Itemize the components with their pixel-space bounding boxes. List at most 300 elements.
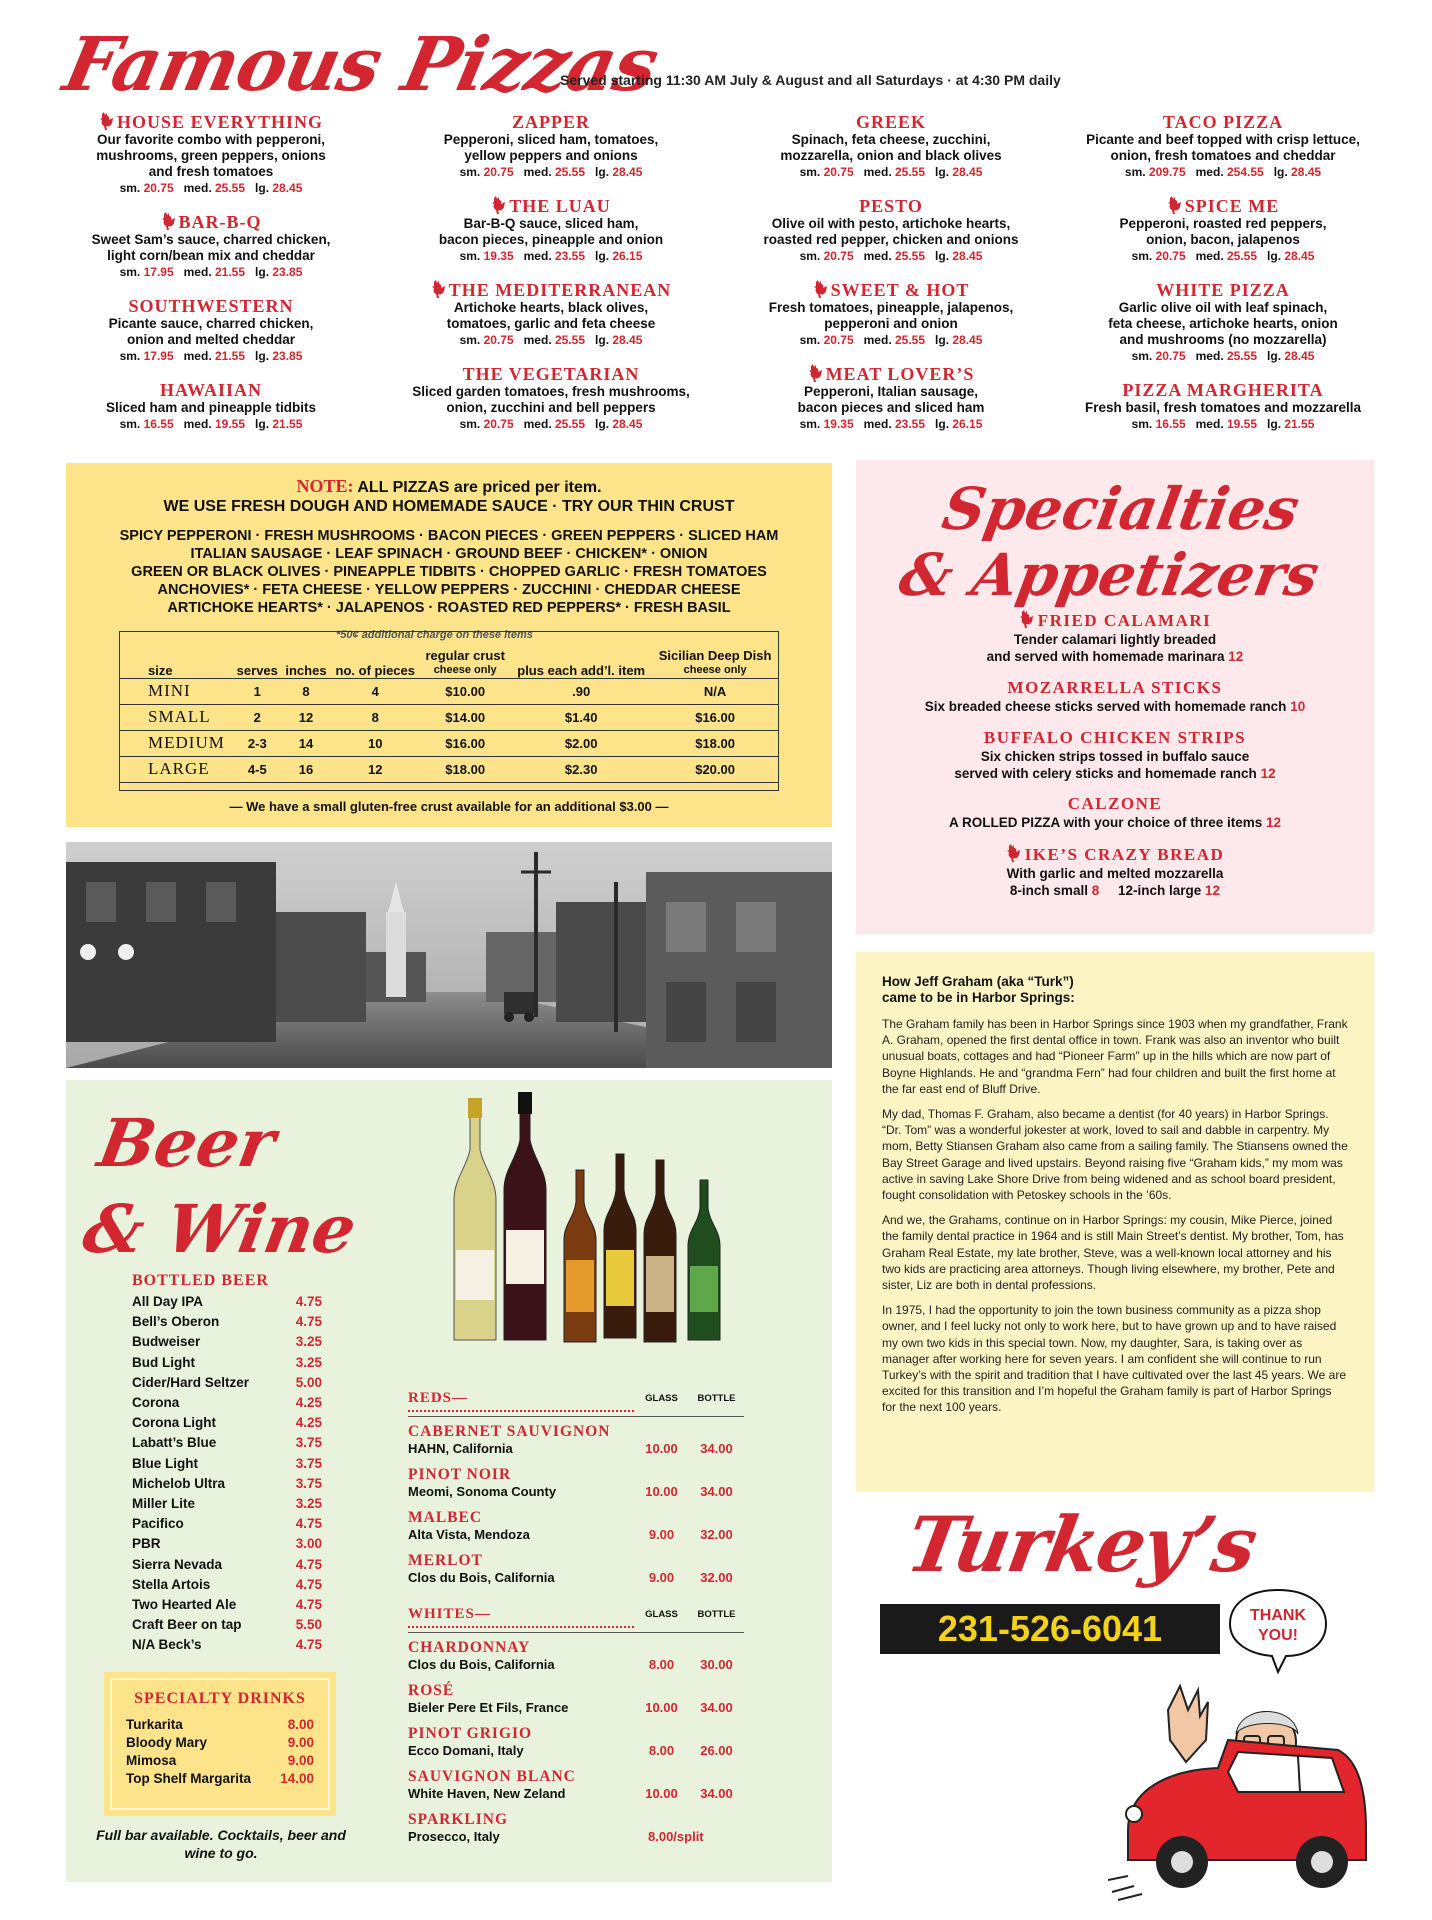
beer-price: 5.00 <box>295 1374 322 1390</box>
size-label-med: med. <box>1195 417 1224 431</box>
beer-item <box>132 1575 322 1595</box>
price-med: 19.55 <box>1227 417 1258 431</box>
specialty-line: Tender calamari lightly breaded <box>1013 632 1217 647</box>
pizza-name-text: GREEK <box>855 112 926 132</box>
wine-glass-price: 8.00 <box>648 1743 675 1758</box>
pizza-name-text: PESTO <box>859 196 923 216</box>
size-label-med: med. <box>863 417 892 431</box>
pizza-prices <box>66 348 356 364</box>
reds-section <box>408 1386 744 1595</box>
price-sm: 20.75 <box>1155 349 1186 363</box>
price-med: 25.55 <box>555 417 586 431</box>
price-lg: 28.45 <box>952 165 983 179</box>
table-cell: $18.00 <box>420 756 510 782</box>
pizza-description: Pepperoni, roasted red peppers, <box>1119 216 1327 231</box>
pizza-prices <box>66 180 356 196</box>
pizza-description: Pepperoni, sliced ham, tomatoes, <box>443 132 659 147</box>
size-label-med: med. <box>523 333 552 347</box>
pizza-description: Picante sauce, charred chicken, <box>108 316 314 331</box>
wine-item <box>408 1552 744 1595</box>
beer-item <box>132 1373 322 1393</box>
thank-text: THANK <box>1250 1607 1306 1624</box>
pizza-name-text: SOUTHWESTERN <box>128 296 294 316</box>
size-label-sm: sm. <box>1131 349 1153 363</box>
rooster-icon <box>431 280 447 298</box>
beer-price: 3.75 <box>295 1475 322 1491</box>
wine-origin: Bieler Pere Et Fils, France <box>408 1700 569 1715</box>
table-cell: 2 <box>233 704 282 730</box>
pizza-description: Olive oil with pesto, artichoke hearts, <box>771 216 1011 231</box>
wine-item <box>408 1423 744 1466</box>
wine-name: PINOT GRIGIO <box>408 1725 533 1742</box>
pizza-column-2 <box>406 112 696 448</box>
specialty-drink-item <box>126 1770 314 1788</box>
pizza-name <box>66 212 356 232</box>
specialty-name <box>856 794 1374 814</box>
pizza-name <box>406 112 696 132</box>
beer-price: 3.00 <box>295 1536 322 1552</box>
beer-price: 4.75 <box>295 1637 322 1653</box>
size-label-lg: lg. <box>255 181 270 195</box>
story-heading-line2: came to be in Harbor Springs: <box>882 990 1075 1005</box>
rooster-icon <box>99 112 115 130</box>
specialty-line: served with celery sticks and homemade ranch <box>954 766 1257 781</box>
table-cell: $16.00 <box>652 704 778 730</box>
header-main: inches <box>285 662 327 678</box>
drink-price: 9.00 <box>287 1753 314 1768</box>
price-sm: 16.55 <box>1155 417 1186 431</box>
table-cell: 14 <box>282 730 331 756</box>
table-cell: $2.30 <box>510 756 652 782</box>
rooster-icon <box>1167 196 1183 214</box>
price-med: 25.55 <box>895 165 926 179</box>
table-header <box>120 632 233 678</box>
size-label-sm: sm. <box>799 417 821 431</box>
price-sm: 20.75 <box>823 249 854 263</box>
size-label-lg: lg. <box>1267 249 1282 263</box>
beer-name: Stella Artois <box>132 1576 211 1592</box>
pizza-prices <box>1078 248 1368 264</box>
toppings-list <box>66 527 832 617</box>
wine-glass-price: 10.00 <box>645 1700 678 1715</box>
price-lg: 23.85 <box>272 349 303 363</box>
beer-item <box>132 1353 322 1373</box>
size-label-med: med. <box>1195 249 1224 263</box>
reds-heading: REDS— <box>408 1390 634 1412</box>
price-sm: 20.75 <box>823 165 854 179</box>
wine-origin: Clos du Bois, California <box>408 1657 555 1672</box>
price-lg: 26.15 <box>952 417 983 431</box>
specialty-name-text: BUFFALO CHICKEN STRIPS <box>983 728 1247 747</box>
specialty-name <box>856 610 1374 631</box>
specialty-description <box>856 814 1374 831</box>
beer-item <box>132 1332 322 1352</box>
pizza-name <box>66 380 356 400</box>
specialty-line: Six breaded cheese sticks served with homemade ranch <box>924 699 1287 714</box>
size-label-lg: lg. <box>1273 165 1288 179</box>
table-header <box>420 632 510 678</box>
pizza-name-text: BAR-B-Q <box>178 212 262 232</box>
rooster-icon <box>808 364 824 382</box>
wine-item <box>408 1811 744 1854</box>
topping-line: GREEN OR BLACK OLIVES · PINEAPPLE TIDBITS · CHOPPED GARLIC · FRESH TOMATOES <box>131 564 767 580</box>
pizza-description: yellow peppers and onions <box>464 148 638 163</box>
beer-name: Pacifico <box>132 1516 184 1532</box>
pizza-item <box>746 364 1036 432</box>
story-paragraph: The Graham family has been in Harbor Springs since 1903 when my grandfather, Frank A. Graham, opened the first dental office in town. Frank was also an inventor who built unusual boats, cottages and had “Pioneer Farm” up in the hills which are now part of Boyne Highlands. He and “grandma Fern” had four children and built the first home at the far east end of Bluff Drive. <box>882 1017 1348 1096</box>
price-sm: 20.75 <box>143 181 174 195</box>
beer-price: 4.75 <box>295 1294 322 1309</box>
note-heading <box>66 476 832 497</box>
price-med: 25.55 <box>555 165 586 179</box>
pizza-prices <box>1078 416 1368 432</box>
price-sm: 20.75 <box>483 165 514 179</box>
header-sub: cheese only <box>683 663 747 676</box>
pizza-item <box>746 112 1036 180</box>
beer-item <box>132 1514 322 1534</box>
pizza-column-4 <box>1078 112 1368 448</box>
topping-line: ITALIAN SAUSAGE · LEAF SPINACH · GROUND BEEF · CHICKEN* · ONION <box>190 546 708 562</box>
specialty-line: and served with homemade marinara <box>986 649 1225 664</box>
pizza-name-text: TACO PIZZA <box>1162 112 1284 132</box>
size-label-lg: lg. <box>1267 417 1282 431</box>
glass-label: GLASS <box>645 1609 678 1620</box>
beer-name: Budweiser <box>132 1334 201 1350</box>
specialty-item <box>856 678 1374 715</box>
size-label-sm: sm. <box>459 249 481 263</box>
beer-name: Cider/Hard Seltzer <box>132 1374 250 1390</box>
you-text: YOU! <box>1258 1627 1298 1644</box>
pizza-name-text: THE VEGETARIAN <box>462 364 640 384</box>
pizza-item <box>1078 380 1368 432</box>
beer-list <box>132 1292 322 1656</box>
pizza-item <box>406 112 696 180</box>
note-label: NOTE: <box>296 476 354 496</box>
beer-wine-title-line1: Beer <box>92 1104 282 1182</box>
pizza-description: and mushrooms (no mozzarella) <box>1119 332 1327 347</box>
header-main: serves <box>236 662 278 678</box>
price-med: 25.55 <box>1227 249 1258 263</box>
pizza-description: Spinach, feta cheese, zucchini, <box>791 132 991 147</box>
pizza-description: mozzarella, onion and black olives <box>780 148 1002 163</box>
table-row <box>120 730 778 756</box>
pizza-description: feta cheese, artichoke hearts, onion <box>1108 316 1338 331</box>
pizza-name-text: THE MEDITERRANEAN <box>448 280 672 300</box>
wine-origin: Alta Vista, Mendoza <box>408 1527 530 1542</box>
beer-price: 4.75 <box>295 1597 322 1613</box>
price-med: 21.55 <box>215 349 246 363</box>
table-cell: $20.00 <box>652 756 778 782</box>
wine-origin: Prosecco, Italy <box>408 1829 500 1844</box>
table-cell: 8 <box>330 704 420 730</box>
rooster-icon <box>161 212 177 230</box>
wine-bottle-price: 26.00 <box>700 1743 733 1758</box>
price-lg: 21.55 <box>272 417 303 431</box>
specialty-item <box>856 844 1374 899</box>
crazy-bread-large-price: 12 <box>1205 883 1221 898</box>
rooster-icon <box>813 280 829 298</box>
price-lg: 23.85 <box>272 265 303 279</box>
whites-heading: WHITES— <box>408 1606 634 1628</box>
size-label-sm: sm. <box>119 349 141 363</box>
size-label-sm: sm. <box>1131 417 1153 431</box>
crazy-bread-small-price: 8 <box>1091 883 1100 898</box>
pizza-name <box>66 296 356 316</box>
wine-name: CABERNET SAUVIGNON <box>408 1423 611 1440</box>
wine-item <box>408 1725 744 1768</box>
price-lg: 28.45 <box>612 333 643 347</box>
price-med: 25.55 <box>895 333 926 347</box>
pizza-prices <box>406 332 696 348</box>
wine-bottle-price: 34.00 <box>700 1441 733 1456</box>
brand-logo: Turkey’s <box>900 1500 1262 1589</box>
table-cell: LARGE <box>120 756 233 782</box>
beer-price: 4.25 <box>295 1415 322 1431</box>
pizza-name-text: MEAT LOVER’S <box>825 364 975 384</box>
bottle-label: BOTTLE <box>697 1609 736 1620</box>
wine-bottle-price: 34.00 <box>700 1484 733 1499</box>
wine-item <box>408 1639 744 1682</box>
table-header <box>330 632 420 678</box>
specialty-line: Six chicken strips tossed in buffalo sauce <box>980 749 1250 764</box>
wine-glass-price: 8.00 <box>648 1657 675 1672</box>
beer-price: 4.25 <box>295 1395 322 1411</box>
pizza-description: Our favorite combo with pepperoni, <box>96 132 326 147</box>
pizza-name <box>746 364 1036 384</box>
pizza-name <box>1078 380 1368 400</box>
beer-price: 4.75 <box>295 1516 322 1532</box>
table-row <box>120 678 778 704</box>
pizza-description: Artichoke hearts, black olives, <box>453 300 649 315</box>
size-label-sm: sm. <box>119 181 141 195</box>
wine-name: CHARDONNAY <box>408 1639 531 1656</box>
pizza-name <box>746 280 1036 300</box>
wine-glass-price: 9.00 <box>648 1570 675 1585</box>
price-sm: 19.35 <box>483 249 514 263</box>
price-med: 25.55 <box>215 181 246 195</box>
wine-bottle-price: 32.00 <box>700 1570 733 1585</box>
specialty-description <box>856 865 1374 882</box>
table-header <box>233 632 282 678</box>
rooster-icon <box>1019 610 1035 628</box>
page-title: Famous Pizzas <box>56 22 665 108</box>
pizza-description: Sliced garden tomatoes, fresh mushrooms, <box>412 384 690 399</box>
size-label-sm: sm. <box>119 265 141 279</box>
beer-price: 3.25 <box>295 1334 322 1350</box>
price-lg: 26.15 <box>612 249 643 263</box>
size-price-table <box>119 631 779 791</box>
wine-bottle-price: 34.00 <box>700 1786 733 1801</box>
wine-bottle-price: 30.00 <box>700 1657 733 1672</box>
pizza-name <box>746 196 1036 216</box>
drink-price: 14.00 <box>280 1771 314 1786</box>
full-bar-note: Full bar available. Cocktails, beer and wine to go. <box>96 1827 346 1861</box>
specialty-item <box>856 728 1374 782</box>
price-lg: 28.45 <box>1284 249 1315 263</box>
specialty-line: With garlic and melted mozzarella <box>1006 866 1224 881</box>
size-label-lg: lg. <box>595 417 610 431</box>
story-heading <box>882 974 1348 1006</box>
price-med: 25.55 <box>555 333 586 347</box>
beer-item <box>132 1433 322 1453</box>
history-story <box>856 952 1374 1492</box>
pizza-name <box>1078 112 1368 132</box>
specialty-name-text: IKE’S CRAZY BREAD <box>1024 845 1225 864</box>
table-cell: 16 <box>282 756 331 782</box>
pizza-prices <box>746 416 1036 432</box>
wine-item <box>408 1768 744 1811</box>
pizza-description: roasted red pepper, chicken and onions <box>763 232 1019 247</box>
size-label-med: med. <box>523 165 552 179</box>
pizza-prices <box>406 248 696 264</box>
pizza-name <box>406 364 696 384</box>
pizza-name-text: HOUSE EVERYTHING <box>117 112 323 132</box>
table-row <box>120 704 778 730</box>
beer-name: N/A Beck’s <box>132 1637 202 1653</box>
specialty-name-text: MOZARRELLA STICKS <box>1007 678 1223 697</box>
specialty-drink-item <box>126 1752 314 1770</box>
specialty-name-text: CALZONE <box>1067 794 1163 813</box>
table-cell: 4 <box>330 678 420 704</box>
topping-line: ARTICHOKE HEARTS* · JALAPENOS · ROASTED RED PEPPERS* · FRESH BASIL <box>167 600 731 616</box>
wine-origin: Meomi, Sonoma County <box>408 1484 557 1499</box>
pizza-description: Garlic olive oil with leaf spinach, <box>1118 300 1328 315</box>
pizza-item <box>66 380 356 432</box>
beer-item <box>132 1555 322 1575</box>
size-label-sm: sm. <box>1131 249 1153 263</box>
wine-glass-price: 9.00 <box>648 1527 675 1542</box>
size-label-med: med. <box>183 181 212 195</box>
table-header <box>652 632 778 678</box>
size-label-sm: sm. <box>459 417 481 431</box>
beer-name: Blue Light <box>132 1455 198 1471</box>
specialty-drinks-box <box>104 1672 336 1816</box>
specialties-panel <box>856 460 1374 934</box>
pizza-description: bacon pieces, pineapple and onion <box>438 232 664 247</box>
price-lg: 28.45 <box>612 165 643 179</box>
beer-price: 3.25 <box>295 1496 322 1512</box>
beer-name: Two Hearted Ale <box>132 1597 237 1613</box>
specialty-description <box>856 631 1374 648</box>
size-label-lg: lg. <box>255 349 270 363</box>
beer-name: Sierra Nevada <box>132 1556 223 1572</box>
wine-origin: HAHN, California <box>408 1441 513 1456</box>
wine-name: MALBEC <box>408 1509 483 1526</box>
beer-price: 4.75 <box>295 1556 322 1572</box>
price-lg: 28.45 <box>952 249 983 263</box>
pizza-prices <box>746 332 1036 348</box>
pizza-description: Fresh basil, fresh tomatoes and mozzarella <box>1084 400 1362 415</box>
note-subheading: WE USE FRESH DOUGH AND HOMEMADE SAUCE · TRY OUR THIN CRUST <box>163 498 735 515</box>
specialty-description <box>856 765 1374 782</box>
pizza-name <box>66 112 356 132</box>
table-cell: 8 <box>282 678 331 704</box>
pizza-description: bacon pieces and sliced ham <box>797 400 985 415</box>
size-label-sm: sm. <box>799 333 821 347</box>
table-header <box>510 632 652 678</box>
wine-name: ROSÉ <box>408 1682 455 1699</box>
beer-name: Labatt’s Blue <box>132 1435 217 1451</box>
beer-price: 3.75 <box>295 1455 322 1471</box>
phone-number[interactable]: 231-526-6041 <box>880 1604 1220 1654</box>
beer-price: 5.50 <box>295 1617 322 1633</box>
pizza-item <box>66 296 356 364</box>
note-text: ALL PIZZAS are priced per item. <box>353 479 602 496</box>
wine-glass-price: 8.00/split <box>648 1829 704 1844</box>
wine-name: SAUVIGNON BLANC <box>408 1768 576 1785</box>
pizza-column-1 <box>66 112 356 448</box>
crazy-bread-sizes <box>856 882 1374 899</box>
table-cell: $10.00 <box>420 678 510 704</box>
size-label-lg: lg. <box>255 265 270 279</box>
specialty-description <box>856 748 1374 765</box>
price-med: 23.55 <box>555 249 586 263</box>
bottled-beer-heading: BOTTLED BEER <box>132 1272 269 1289</box>
specialty-drink-item <box>126 1734 314 1752</box>
size-label-med: med. <box>1195 349 1224 363</box>
wine-origin: White Haven, New Zeland <box>408 1786 566 1801</box>
price-sm: 20.75 <box>823 333 854 347</box>
wine-name: MERLOT <box>408 1552 483 1569</box>
beer-wine-title-line2: & Wine <box>77 1190 362 1268</box>
pizza-description: Bar-B-Q sauce, sliced ham, <box>463 216 639 231</box>
beer-name: All Day IPA <box>132 1294 204 1309</box>
size-label-lg: lg. <box>935 249 950 263</box>
table-cell: 2-3 <box>233 730 282 756</box>
specialty-line: A ROLLED PIZZA with your choice of three items <box>948 815 1263 830</box>
price-sm: 17.95 <box>143 349 174 363</box>
beer-name: Bell’s Oberon <box>132 1314 220 1330</box>
size-label-med: med. <box>183 349 212 363</box>
glass-label: GLASS <box>645 1393 678 1404</box>
table-cell: 12 <box>282 704 331 730</box>
pizza-item <box>746 280 1036 348</box>
price-sm: 20.75 <box>1155 249 1186 263</box>
table-cell: 1 <box>233 678 282 704</box>
pizza-description: onion, zucchini and bell peppers <box>446 400 656 415</box>
price-lg: 28.45 <box>1284 349 1315 363</box>
size-label-lg: lg. <box>935 165 950 179</box>
rooster-icon <box>1006 844 1022 862</box>
pizza-description: and fresh tomatoes <box>148 164 274 179</box>
historic-street-photo <box>66 842 832 1068</box>
size-label-med: med. <box>863 165 892 179</box>
pizza-item <box>406 280 696 348</box>
specialty-description <box>856 698 1374 715</box>
pizza-description: onion, fresh tomatoes and cheddar <box>1110 148 1336 163</box>
pizza-item <box>406 196 696 264</box>
size-label-lg: lg. <box>255 417 270 431</box>
size-label-med: med. <box>863 249 892 263</box>
header-main: plus each add’l. item <box>517 662 646 678</box>
beer-item <box>132 1312 322 1332</box>
bottles-photo <box>432 1090 762 1346</box>
beer-price: 3.25 <box>295 1354 322 1370</box>
price-sm: 20.75 <box>483 333 514 347</box>
story-heading-line1: How Jeff Graham (aka “Turk”) <box>882 974 1074 989</box>
specialty-price: 12 <box>1260 766 1276 781</box>
size-label-lg: lg. <box>935 333 950 347</box>
specialty-item <box>856 794 1374 831</box>
pizza-description: Picante and beef topped with crisp lettuce, <box>1086 132 1360 147</box>
beer-wine-title <box>77 1100 378 1272</box>
price-med: 23.55 <box>895 417 926 431</box>
rooster-icon <box>491 196 507 214</box>
price-med: 19.55 <box>215 417 246 431</box>
specialties-title-line1: Specialties <box>937 475 1305 543</box>
price-lg: 28.45 <box>612 417 643 431</box>
pizza-name <box>1078 280 1368 300</box>
